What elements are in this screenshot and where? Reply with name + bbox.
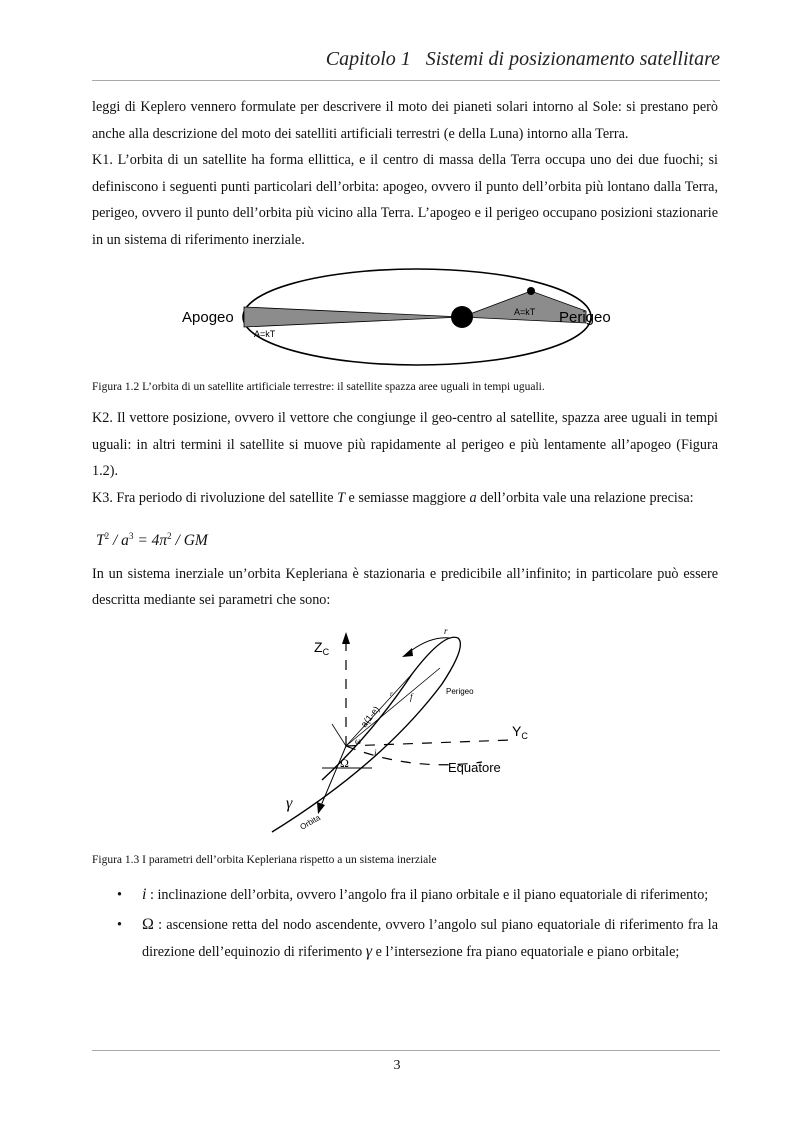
header-rule	[92, 80, 720, 81]
gamma-symbol: γ	[365, 942, 373, 960]
bullet-icon: •	[117, 917, 122, 934]
list-item	[92, 912, 718, 965]
figure-kepler-orbit-parameters	[262, 624, 532, 840]
list-text: : ascensione retta del nodo ascendente, ovvero l’angolo sul piano equatoriale di riferimento fra la direzione dell’equinozio di riferimento	[142, 917, 718, 960]
satellite-dot	[527, 287, 535, 295]
chapter-title: Sistemi di posizionamento satellitare	[425, 48, 720, 70]
omega-small-label: ω	[355, 735, 361, 746]
running-header	[92, 48, 720, 71]
bullet-icon: •	[117, 886, 122, 903]
paragraph-kepler-intro: leggi di Keplero vennero formulate per descrivere il moto dei pianeti solari intorno al Sole: si prestano però anche alla descrizione del moto dei satelliti artificiali terrestri (e della Luna) intorno alla Terra.	[92, 99, 718, 142]
list-text: : inclinazione dell’orbita, ovvero l’angolo fra il piano orbitale e il piano equatoriale di riferimento;	[146, 886, 709, 903]
paragraph-k1: K1. L’orbita di un satellite ha forma ellittica, e il centro di massa della Terra occupa uno dei due fuochi; si definiscono i seguenti punti particolari dell’orbita: apogeo, ovvero il punto dell’orbita più lontano dalla Terra, perigeo, ovvero il punto dell’orbita più vicino alla Terra. L’apogeo e il perigeo occupano posizioni stazionarie in un sistema di riferimento inerziale.	[92, 152, 718, 248]
yc-axis-label: $Y_C$	[512, 722, 528, 741]
inclination-label: i	[374, 747, 377, 758]
anomaly-label: f	[410, 691, 413, 702]
kepler-third-law-formula: $T^2 / a^3 = 4\pi^2$ / GM	[96, 531, 208, 550]
list-item	[92, 882, 718, 909]
orbit-label: Orbita	[298, 812, 322, 832]
list-text-cont: e l’intersezione fra piano equatoriale e piano orbitale;	[372, 943, 680, 960]
list-symbol: i	[142, 885, 147, 903]
earth-dot	[451, 306, 473, 328]
radius-label: r	[390, 689, 393, 698]
figure-1-3-caption: Figura 1.3 I parametri dell’orbita Kepleriana rispetto a un sistema inerziale	[92, 853, 437, 866]
area-label-left: A=kT	[254, 329, 276, 339]
perigee-label-3d: Perigeo	[446, 686, 474, 696]
figure-orbit-areas	[174, 261, 614, 373]
paragraph-k3: K3. Fra periodo di rivoluzione del satellite T e semiasse maggiore a dell’orbita vale una relazione precisa:	[92, 489, 694, 506]
orbit-parameters-list	[92, 882, 718, 966]
chapter-label: Capitolo 1	[325, 48, 411, 70]
footer-rule	[92, 1050, 720, 1051]
semi-axis-label: a(1-e)	[358, 703, 382, 729]
paragraph-six-params: In un sistema inerziale un’orbita Kepleriana è stazionaria e predicibile all’infinito; in particolare può essere descritta mediante sei parametri che sono:	[92, 565, 718, 609]
equator-label: Equatore	[448, 759, 501, 775]
paragraph-k2: K2. Il vettore posizione, ovvero il vettore che congiunge il geo-centro al satellite, spazza aree uguali in tempi uguali: in altri termini il satellite si muove più rapidamente al perigeo e più lentamente all’apogeo (Figura 1.2).	[92, 410, 718, 479]
perigee-label: Perigeo	[559, 309, 611, 326]
gamma-label: γ	[286, 794, 293, 812]
position-vector-label: r	[444, 625, 448, 636]
omega-big-label: Ω	[340, 755, 349, 770]
area-label-right: A=kT	[514, 307, 536, 317]
page-number: 3	[393, 1058, 401, 1073]
zc-axis-label: $Z_C$	[314, 638, 330, 657]
figure-1-2-caption: Figura 1.2 L’orbita di un satellite artificiale terrestre: il satellite spazza aree uguali in tempi uguali.	[92, 381, 545, 393]
page-content	[92, 94, 718, 969]
apogee-label: Apogeo	[182, 309, 234, 326]
list-symbol: Ω	[142, 916, 154, 934]
